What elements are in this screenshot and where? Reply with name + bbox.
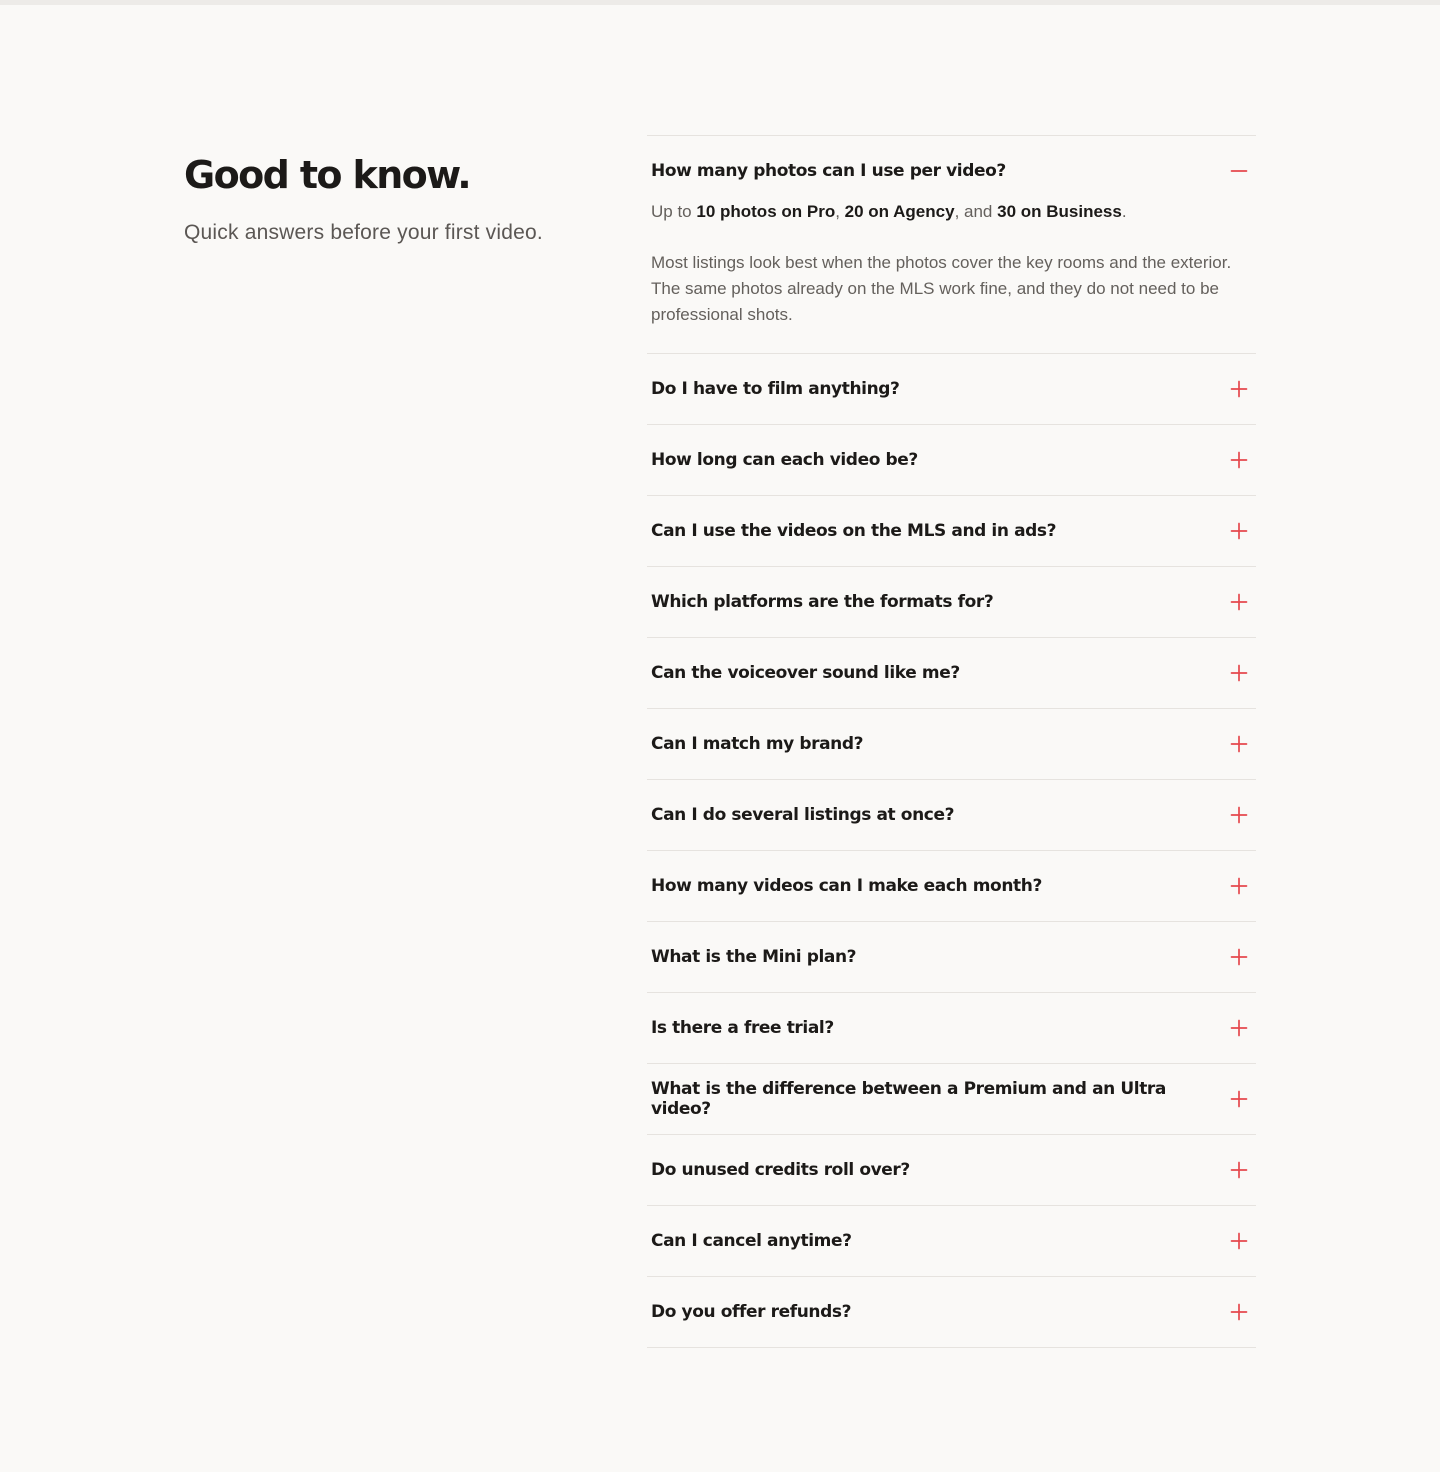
plus-icon[interactable] — [1230, 806, 1248, 824]
plus-icon-svg — [1230, 806, 1248, 824]
plus-icon-svg — [1230, 1303, 1248, 1321]
faq-item — [647, 567, 1256, 638]
faq-item — [647, 354, 1256, 425]
faq-question-text: Do you offer refunds? — [651, 1302, 852, 1322]
faq-question-text: How many photos can I use per video? — [651, 161, 1006, 181]
faq-item-open — [647, 136, 1256, 354]
faq-question-text: Which platforms are the formats for? — [651, 592, 994, 612]
plus-icon-svg — [1230, 451, 1248, 469]
faq-answer-paragraph — [651, 199, 1248, 225]
plus-icon[interactable] — [1230, 664, 1248, 682]
faq-accordion — [647, 135, 1256, 1348]
faq-question-button[interactable] — [647, 496, 1256, 566]
plus-icon-svg — [1230, 1232, 1248, 1250]
faq-question-text: How many videos can I make each month? — [651, 876, 1042, 896]
faq-question-text: Can I match my brand? — [651, 734, 864, 754]
faq-question-button[interactable] — [647, 922, 1256, 992]
plus-icon-svg — [1230, 1161, 1248, 1179]
answer-text: Up to — [651, 202, 697, 221]
faq-question-button[interactable] — [647, 425, 1256, 495]
faq-question-button[interactable] — [647, 1135, 1256, 1205]
faq-question-text: Do I have to film anything? — [651, 379, 900, 399]
faq-item — [647, 922, 1256, 993]
faq-item — [647, 1135, 1256, 1206]
answer-highlight-pro: 10 photos on Pro — [696, 202, 836, 221]
faq-question-text: What is the difference between a Premium and an Ultra video? — [651, 1079, 1166, 1119]
faq-item — [647, 638, 1256, 709]
plus-icon-svg — [1230, 522, 1248, 540]
plus-icon[interactable] — [1230, 1019, 1248, 1037]
faq-item — [647, 851, 1256, 922]
plus-icon-svg — [1230, 1090, 1248, 1108]
plus-icon[interactable] — [1230, 1090, 1248, 1108]
faq-question-button[interactable] — [647, 567, 1256, 637]
faq-question-button[interactable] — [647, 851, 1256, 921]
plus-icon[interactable] — [1230, 1303, 1248, 1321]
faq-question-button[interactable] — [647, 1206, 1256, 1276]
plus-icon[interactable] — [1230, 593, 1248, 611]
plus-icon[interactable] — [1230, 877, 1248, 895]
plus-icon-svg — [1230, 593, 1248, 611]
plus-icon[interactable] — [1230, 735, 1248, 753]
faq-item — [647, 496, 1256, 567]
answer-text: , and — [954, 202, 998, 221]
answer-highlight-business: 30 on Business — [997, 202, 1122, 221]
faq-item — [647, 709, 1256, 780]
faq-question-text: Can I do several listings at once? — [651, 805, 955, 825]
faq-question-text: Is there a free trial? — [651, 1018, 834, 1038]
faq-item — [647, 1277, 1256, 1348]
faq-intro — [184, 150, 604, 246]
plus-icon[interactable] — [1230, 380, 1248, 398]
faq-question-text: Can I cancel anytime? — [651, 1231, 852, 1251]
answer-text: , — [835, 202, 845, 221]
faq-answer-paragraph: Most listings look best when the photos cover the key rooms and the exterior. The same photos already on the MLS work fine, and they do not need to be professional shots. — [651, 253, 1232, 324]
section-subtitle: Quick answers before your first video. — [184, 221, 543, 244]
faq-item — [647, 780, 1256, 851]
plus-icon[interactable] — [1230, 451, 1248, 469]
minus-icon-svg — [1230, 162, 1248, 180]
faq-question-text: What is the Mini plan? — [651, 947, 857, 967]
faq-question-button[interactable] — [647, 354, 1256, 424]
faq-question-button[interactable] — [647, 1277, 1256, 1347]
answer-highlight-agency: 20 on Agency — [844, 202, 955, 221]
plus-icon-svg — [1230, 664, 1248, 682]
faq-question-text: Can the voiceover sound like me? — [651, 663, 960, 683]
faq-question-button[interactable] — [647, 993, 1256, 1063]
plus-icon[interactable] — [1230, 1232, 1248, 1250]
plus-icon[interactable] — [1230, 1161, 1248, 1179]
top-divider-bar — [0, 0, 1440, 5]
faq-question-button[interactable] — [647, 709, 1256, 779]
faq-collapsed-list — [647, 354, 1256, 1348]
faq-question-text: Do unused credits roll over? — [651, 1160, 910, 1180]
answer-text: . — [1121, 202, 1127, 221]
faq-question-text: Can I use the videos on the MLS and in ads? — [651, 521, 1057, 541]
plus-icon[interactable] — [1230, 522, 1248, 540]
faq-question-button[interactable] — [647, 780, 1256, 850]
plus-icon-svg — [1230, 735, 1248, 753]
faq-question-button[interactable] — [647, 1064, 1256, 1134]
faq-item — [647, 993, 1256, 1064]
plus-icon-svg — [1230, 948, 1248, 966]
plus-icon-svg — [1230, 877, 1248, 895]
plus-icon[interactable] — [1230, 948, 1248, 966]
minus-icon[interactable] — [1230, 162, 1248, 180]
faq-item — [647, 1064, 1256, 1135]
plus-icon-svg — [1230, 380, 1248, 398]
faq-item — [647, 1206, 1256, 1277]
faq-item — [647, 425, 1256, 496]
faq-question-text: How long can each video be? — [651, 450, 918, 470]
section-title: Good to know. — [184, 153, 471, 197]
faq-question-button[interactable] — [647, 136, 1256, 206]
plus-icon-svg — [1230, 1019, 1248, 1037]
faq-answer — [647, 199, 1256, 353]
faq-question-button[interactable] — [647, 638, 1256, 708]
